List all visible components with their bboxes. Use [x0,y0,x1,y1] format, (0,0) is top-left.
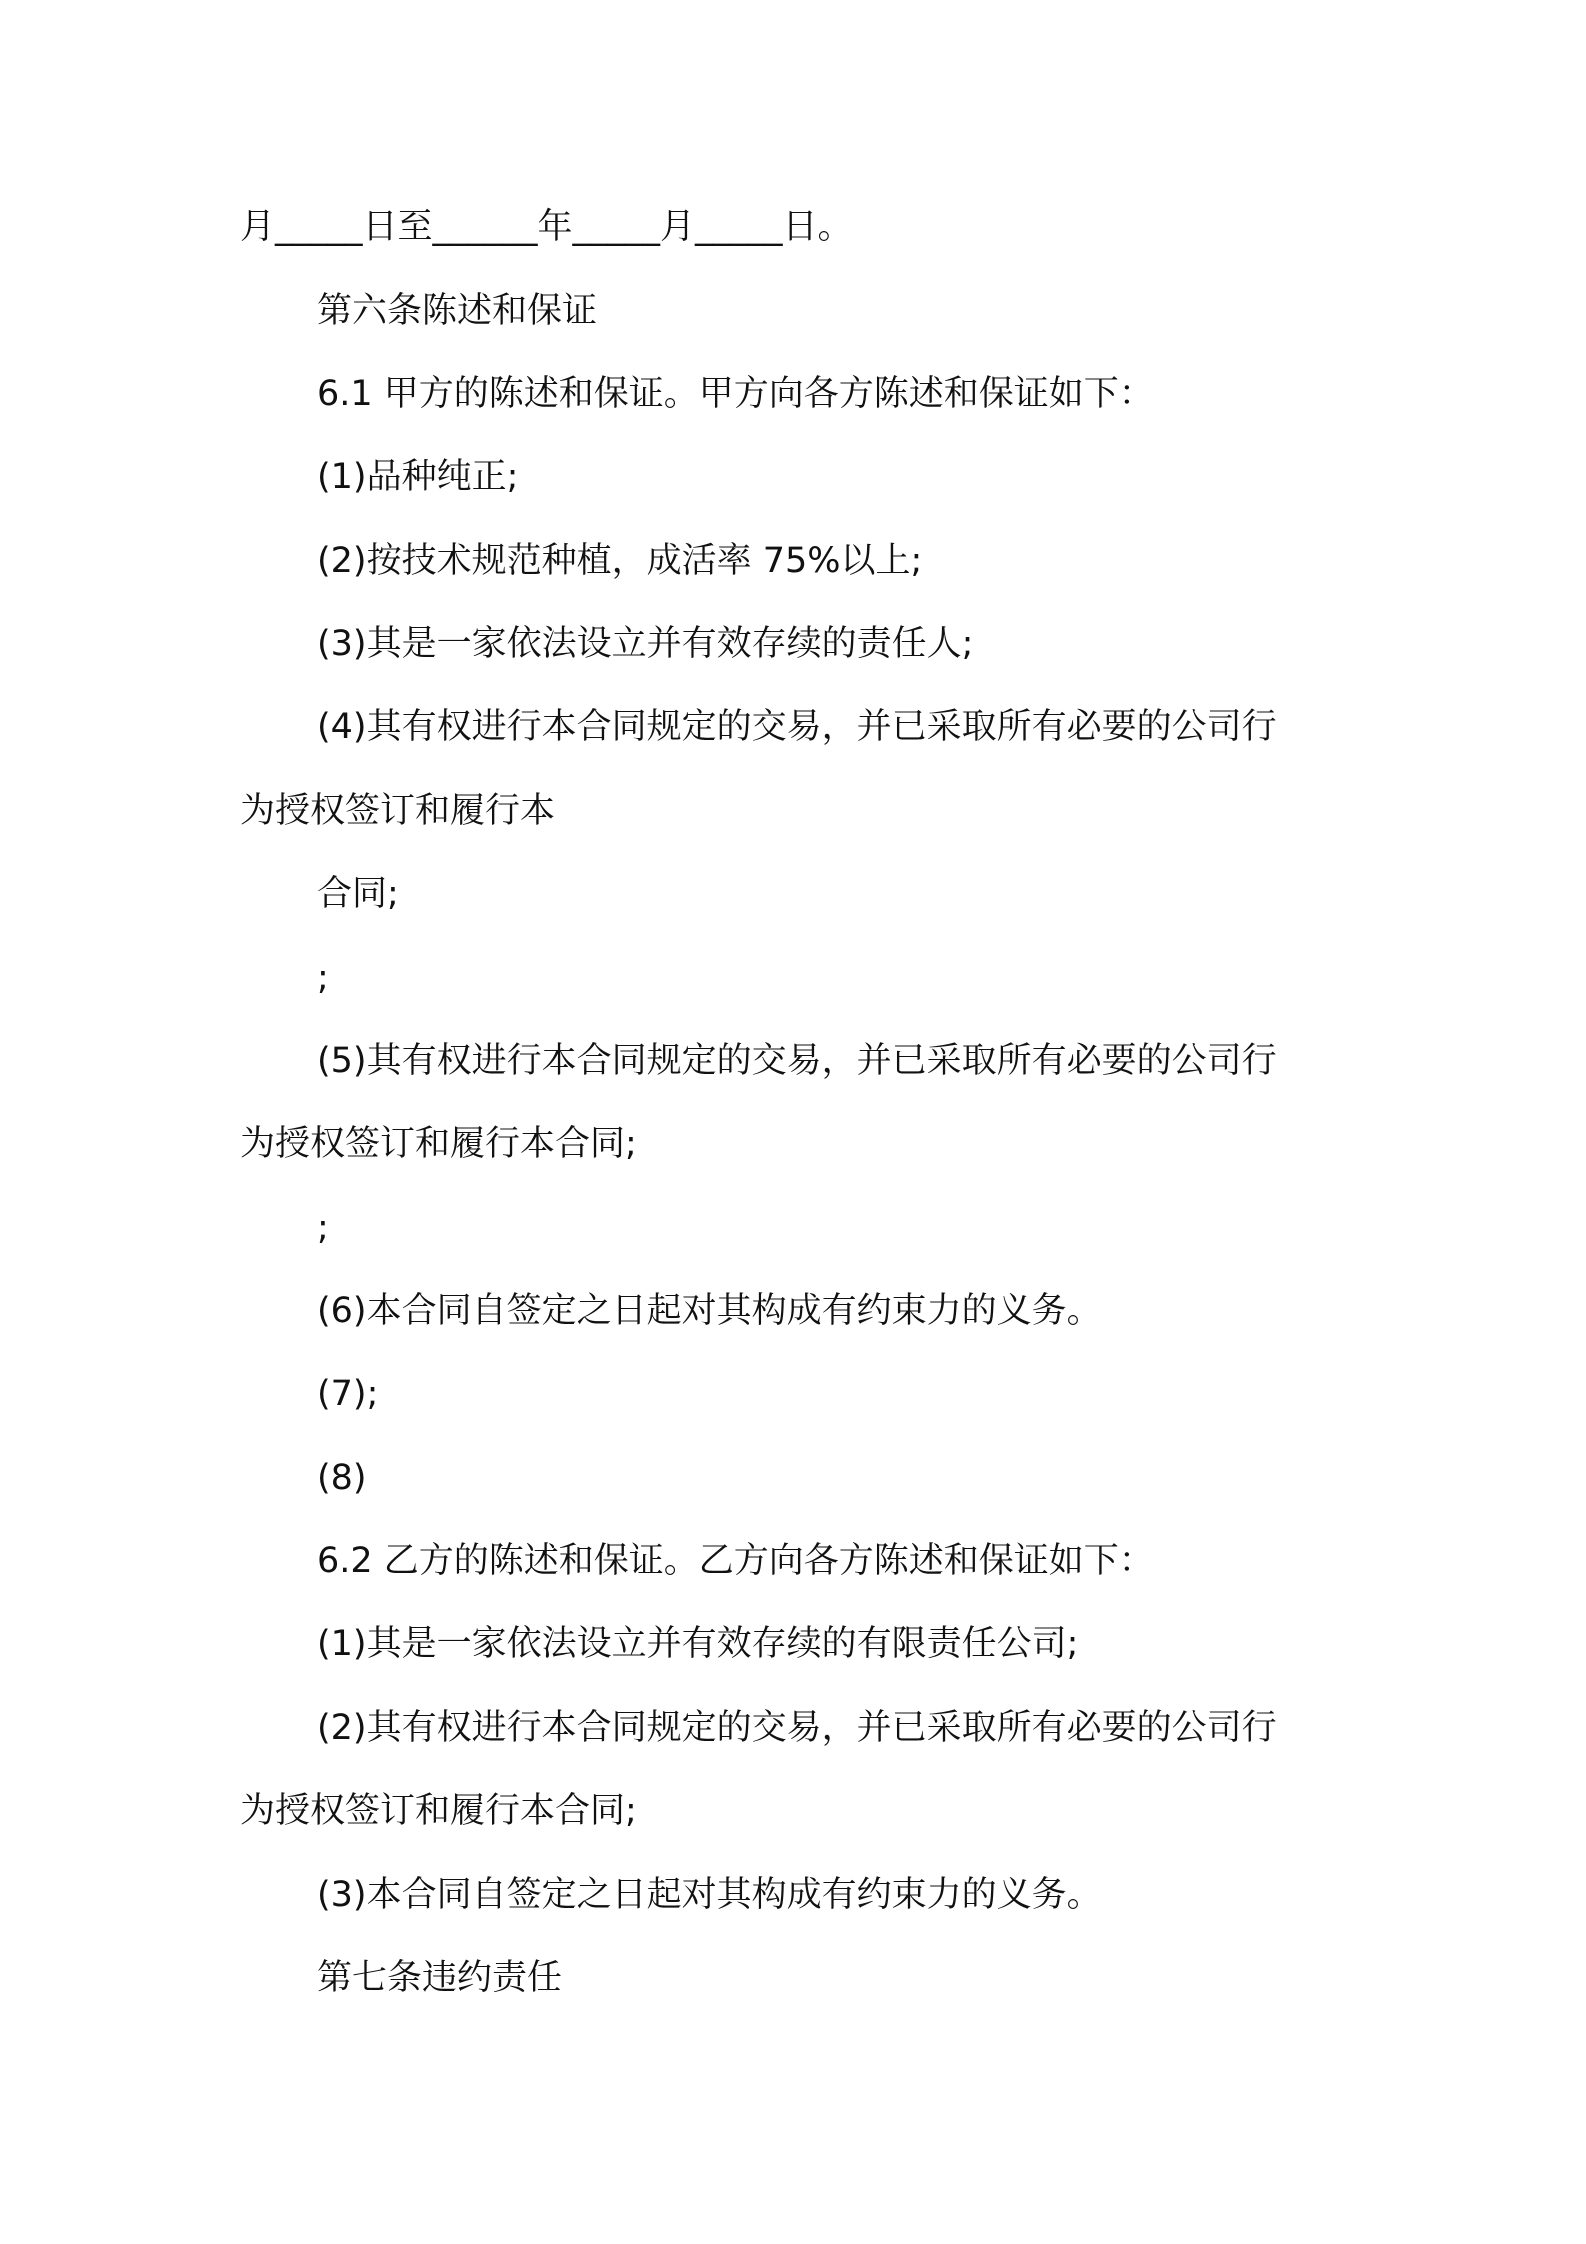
article-7-heading: 第七条违约责任 [317,1958,563,1998]
clause-6-1-item-4-cont: 为授权签订和履行本 [240,791,556,831]
clause-6-2-item-1: (1)其是一家依法设立并有效存续的有限责任公司; [317,1624,1079,1664]
clause-6-1-item-3: (3)其是一家依法设立并有效存续的责任人; [317,624,974,664]
date-range-line: 月_____日至______年_____月_____日。 [240,207,853,247]
semicolon-line: ; [317,958,329,998]
clause-6-2-item-3: (3)本合同自签定之日起对其构成有约束力的义务。 [317,1875,1102,1915]
clause-6-1-item-6: (6)本合同自签定之日起对其构成有约束力的义务。 [317,1291,1102,1331]
clause-6-1-item-4: (4)其有权进行本合同规定的交易，并已采取所有必要的公司行 [317,707,1277,747]
article-6-heading: 第六条陈述和保证 [317,291,598,331]
clause-6-1-item-4-end: 合同; [317,874,399,914]
clause-6-1-item-1: (1)品种纯正; [317,457,519,497]
semicolon-line: ; [317,1208,329,1248]
clause-6-2-item-2: (2)其有权进行本合同规定的交易，并已采取所有必要的公司行 [317,1708,1277,1748]
clause-6-1-item-7: (7); [317,1374,379,1414]
clause-6-1-item-8: (8) [317,1458,367,1498]
clause-6-1-item-5: (5)其有权进行本合同规定的交易，并已采取所有必要的公司行 [317,1041,1277,1081]
clause-6-1-item-5-cont: 为授权签订和履行本合同; [240,1124,637,1164]
clause-6-2-item-2-cont: 为授权签订和履行本合同; [240,1791,637,1831]
clause-6-1-item-2: (2)按技术规范种植，成活率 75%以上; [317,541,923,581]
clause-6-1-intro: 6.1 甲方的陈述和保证。甲方向各方陈述和保证如下： [317,374,1154,414]
clause-6-2-intro: 6.2 乙方的陈述和保证。乙方向各方陈述和保证如下： [317,1541,1154,1581]
